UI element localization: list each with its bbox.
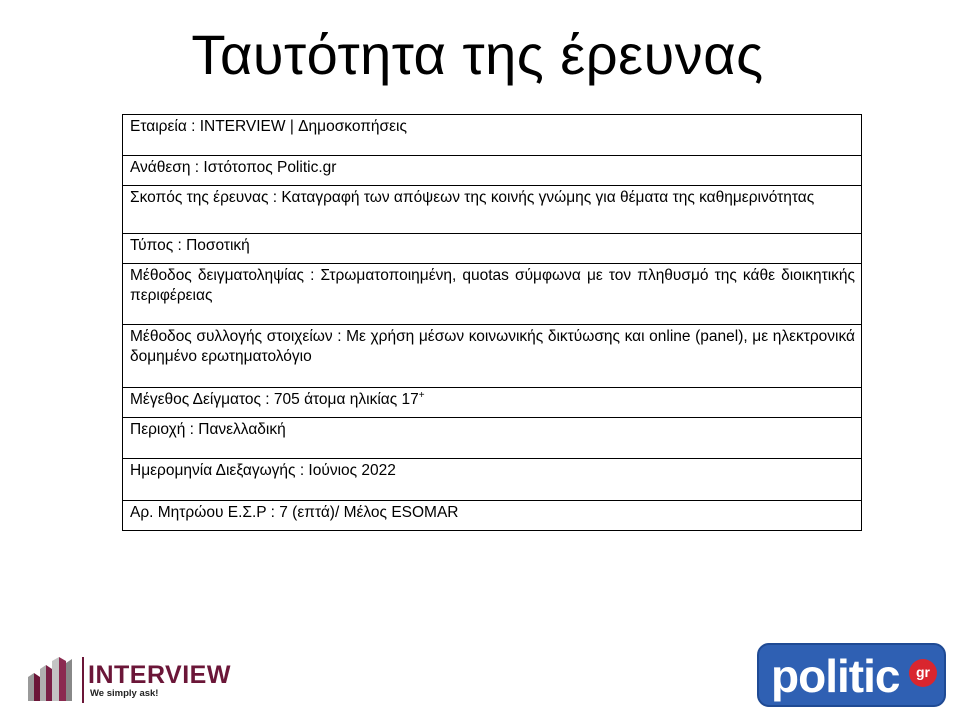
table-row [123, 234, 862, 264]
row-company: Εταιρεία : INTERVIEW | Δημοσκοπήσεις [123, 115, 862, 156]
row-type: Τύπος : Ποσοτική [123, 234, 862, 264]
table-row [123, 156, 862, 186]
page-title: Ταυτότητα της έρευνας [191, 23, 764, 86]
table-row [123, 186, 862, 234]
interview-slogan: We simply ask! [90, 688, 159, 699]
table-row [123, 501, 862, 531]
interview-logo [26, 655, 246, 705]
table-row [123, 388, 862, 418]
sample-size-superscript: + [418, 389, 425, 401]
row-sampling-method: Μέθοδος δειγματοληψίας : Στρωματοποιημένη, quotas σύμφωνα με τον πληθυσμό της κάθε διοικητικής περιφέρειας [123, 264, 862, 325]
row-collection-method: Μέθοδος συλλογής στοιχείων : Με χρήση μέσων κοινωνικής δικτύωσης και online (panel), με ηλεκτρονικά δομημένο ερωτηματολόγιο [123, 325, 862, 388]
row-sample-size [123, 388, 862, 418]
row-assignment: Ανάθεση : Ιστότοπος Politic.gr [123, 156, 862, 186]
politic-logo [757, 643, 946, 707]
table-row [123, 264, 862, 325]
logo-divider [82, 657, 84, 703]
row-region: Περιοχή : Πανελλαδική [123, 418, 862, 459]
interview-brand-text: INTERVIEW [88, 661, 231, 689]
row-registry: Αρ. Μητρώου Ε.Σ.Ρ : 7 (επτά)/ Μέλος ESOMAR [123, 501, 862, 531]
politic-gr-badge: gr [909, 659, 937, 687]
sample-size-text: Μέγεθος Δείγματος : 705 άτομα ηλικίας 17 [130, 391, 419, 408]
row-date: Ημερομηνία Διεξαγωγής : Ιούνιος 2022 [123, 459, 862, 501]
politic-wordmark: politic [771, 650, 900, 702]
row-purpose: Σκοπός της έρευνας : Καταγραφή των απόψεων της κοινής γνώμης για θέματα της καθημερινότητας [123, 186, 862, 234]
survey-identity-table [122, 114, 862, 531]
interview-bars-icon [26, 655, 78, 705]
table-row [123, 459, 862, 501]
table-row [123, 418, 862, 459]
table-row [123, 115, 862, 156]
table-row [123, 325, 862, 388]
